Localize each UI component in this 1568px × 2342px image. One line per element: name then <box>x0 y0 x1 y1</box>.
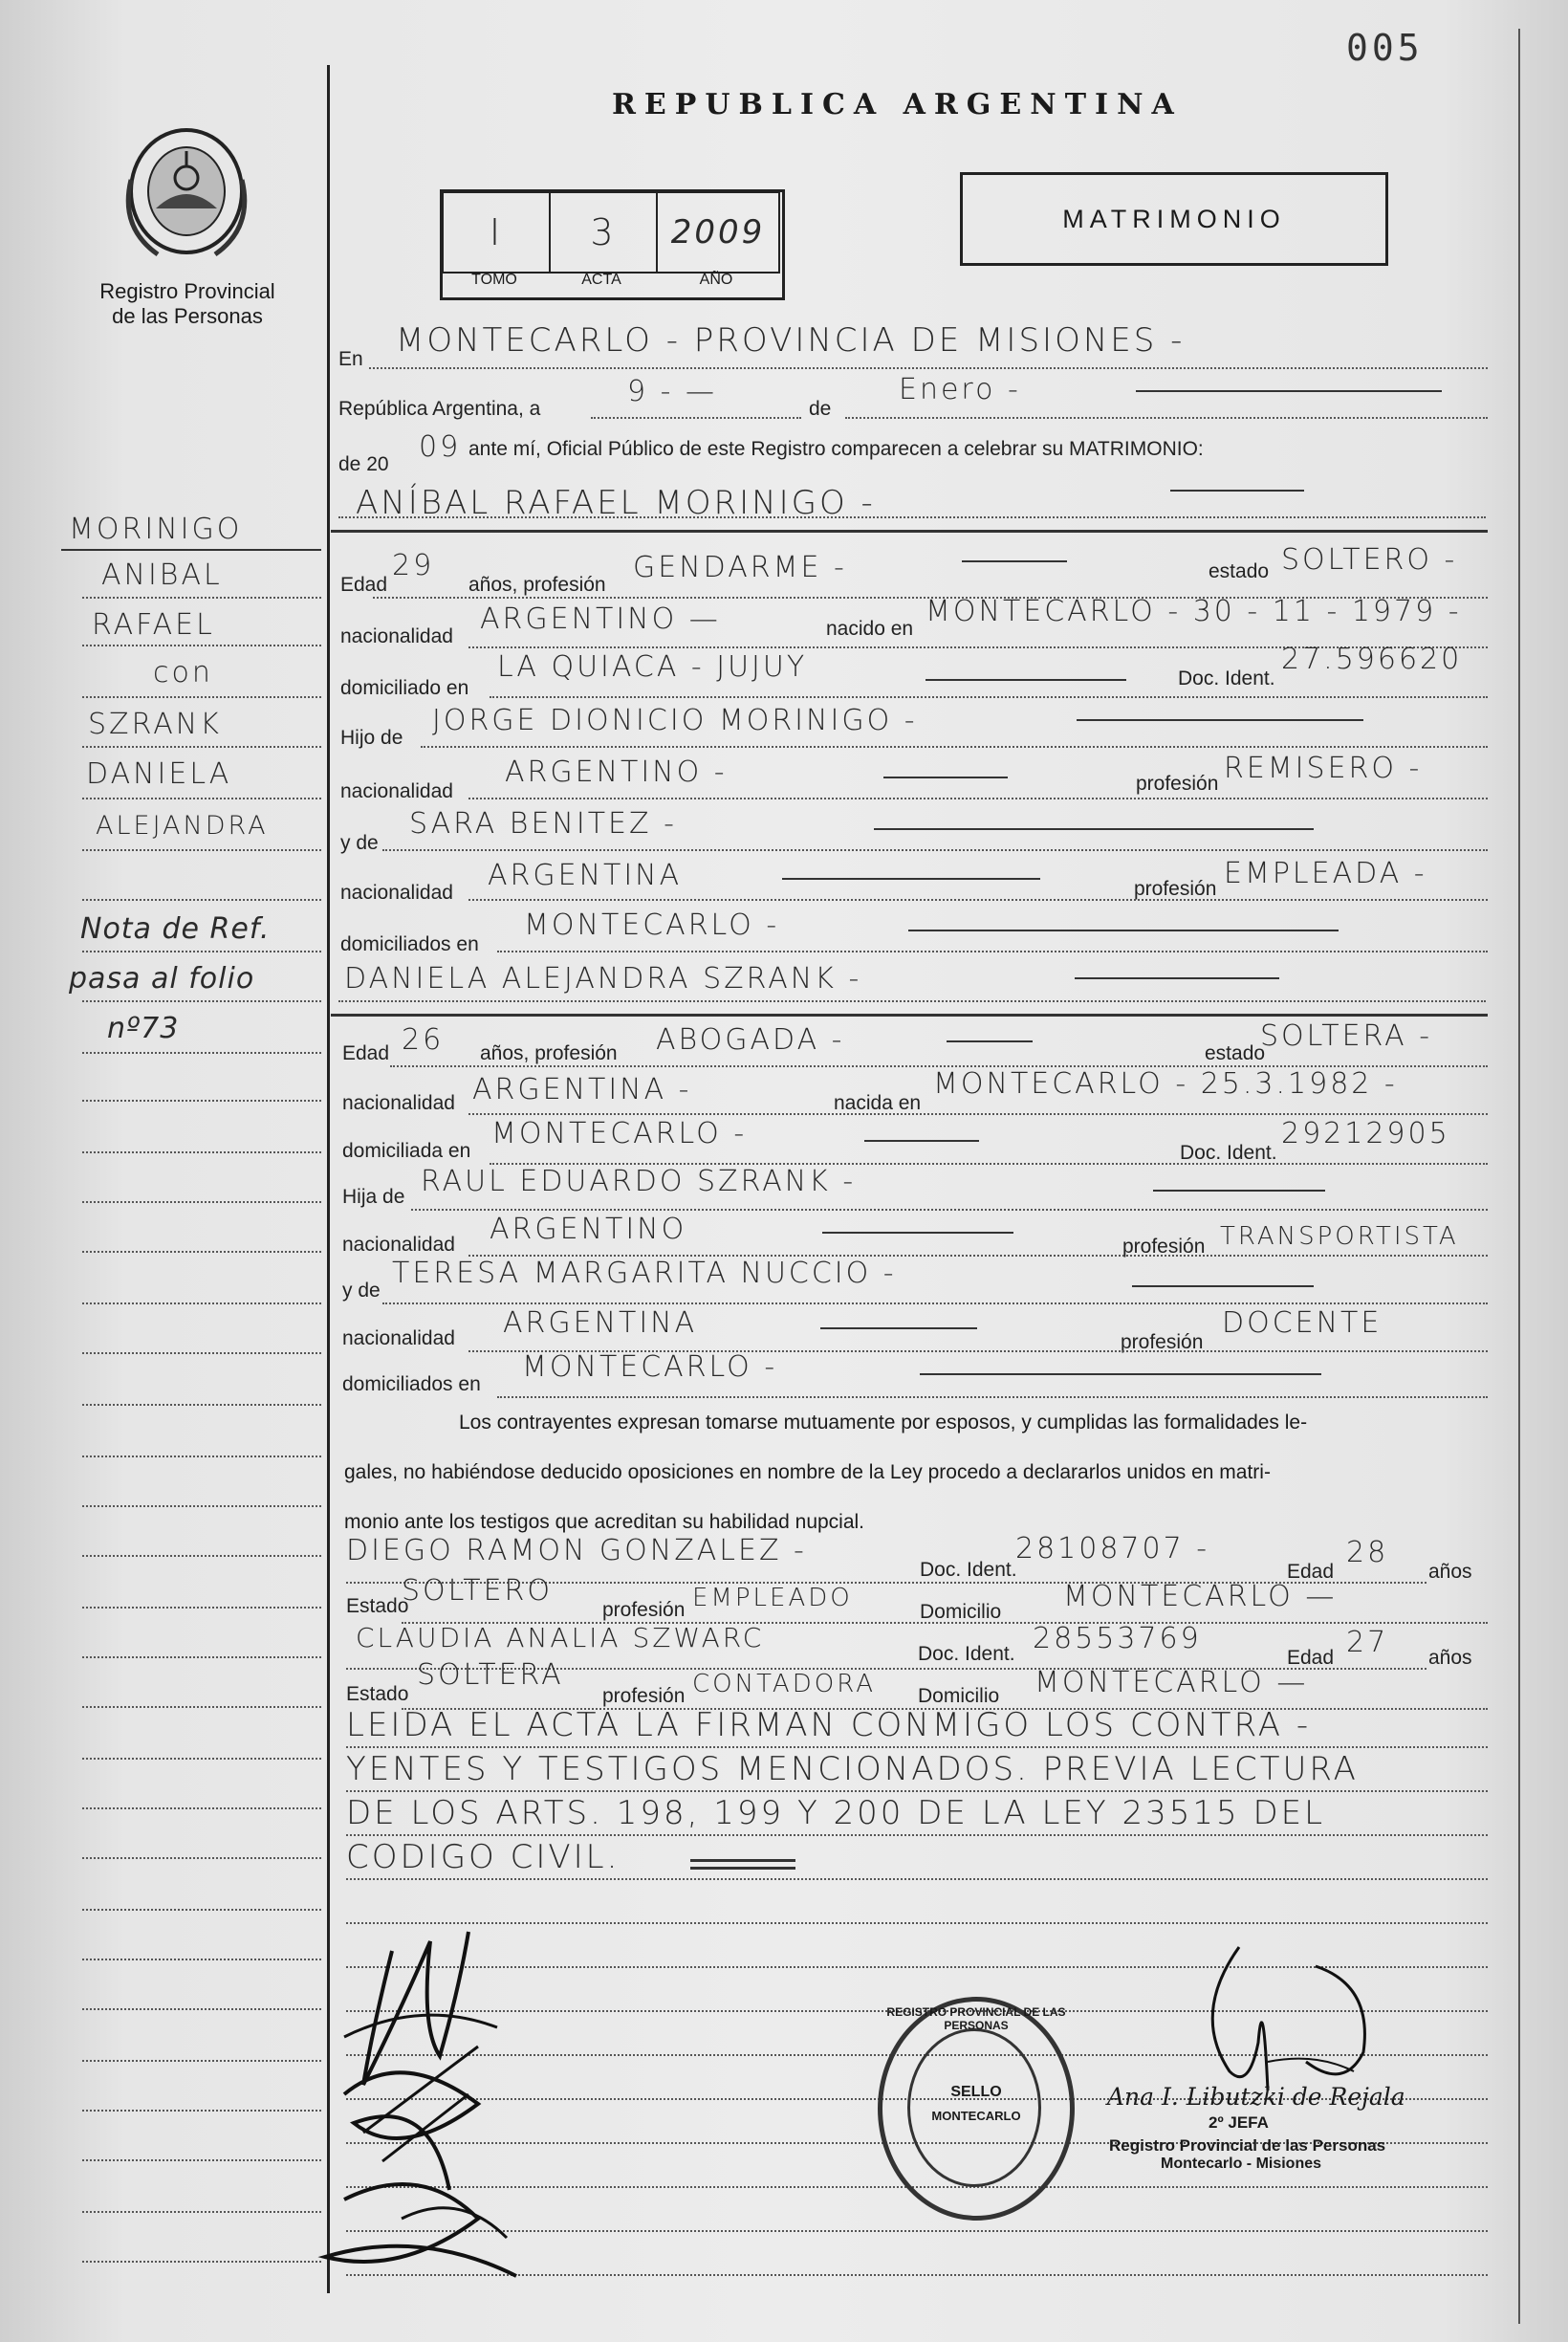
country-title: REPUBLICA ARGENTINA <box>612 88 1183 121</box>
bride-padre-nac-value: ARGENTINO <box>490 1213 687 1246</box>
bride-dom-value: MONTECARLO - <box>491 1117 748 1150</box>
margin-rule <box>82 2211 321 2213</box>
margin-name-line: DANIELA <box>86 757 232 791</box>
groom-doms-label: domiciliados en <box>340 933 479 955</box>
margin-name-line: MORINIGO <box>69 513 243 546</box>
witness2-doc-label: Doc. Ident. <box>918 1643 1015 1665</box>
groom-pnac-label: nacionalidad <box>340 780 453 802</box>
bride-estado-value: SOLTERA - <box>1260 1019 1433 1053</box>
groom-pprof-label: profesión <box>1136 773 1219 795</box>
groom-row7-line <box>468 899 1488 901</box>
witness2-edad-label: Edad <box>1287 1647 1335 1669</box>
official-office-line1: Registro Provincial de las Personas <box>1109 2136 1386 2155</box>
groom-nacido-value: MONTECARLO - 30 - 11 - 1979 - <box>926 595 1462 628</box>
margin-rule <box>82 1456 321 1457</box>
margin-rule <box>82 1100 321 1102</box>
groom-estado-value: SOLTERO - <box>1281 543 1458 577</box>
groom-padre-prof-value: REMISERO - <box>1224 752 1423 785</box>
bride-edad-label: Edad <box>342 1042 390 1064</box>
groom-padre-value: JORGE DIONICIO MORINIGO - <box>432 704 918 737</box>
groom-nacido-label: nacido en <box>826 618 914 640</box>
bride-padres-dom-value: MONTECARLO - <box>522 1350 778 1384</box>
declaration-line3: monio ante los testigos que acreditan su habilidad nupcial. <box>344 1511 865 1533</box>
tomo-cell <box>442 191 551 274</box>
margin-rule <box>82 1909 321 1911</box>
margin-rule <box>82 1706 321 1708</box>
ante-label: ante mí, Oficial Público de este Registro comparecen a celebrar su MATRIMONIO: <box>468 438 1204 460</box>
margin-rule <box>82 2261 321 2263</box>
margin-rule <box>82 1607 321 1609</box>
margin-name-underline <box>61 549 321 551</box>
declaration-line2: gales, no habiéndose deducido oposiciones en nombre de la Ley procedo a declararlos unidos en matri- <box>344 1461 1271 1483</box>
bride-padre-value: RAUL EDUARDO SZRANK - <box>421 1165 857 1198</box>
groom-madre-nac-dash <box>782 878 1040 880</box>
bride-madre-value: TERESA MARGARITA NUCCIO - <box>392 1257 897 1290</box>
bride-row6-line <box>382 1302 1488 1304</box>
witness1-prof-label: profesión <box>602 1599 686 1621</box>
margin-name-line: ANIBAL <box>101 558 223 592</box>
margin-rule <box>82 746 321 748</box>
margin-rule <box>82 2060 321 2062</box>
place-line <box>369 367 1488 369</box>
bride-profesion-label: años, profesión <box>480 1042 618 1064</box>
margin-rule <box>82 2110 321 2112</box>
bride-profesion-dash <box>947 1040 1033 1042</box>
margin-rule <box>82 1505 321 1507</box>
official-office-line2: Montecarlo - Misiones <box>1161 2156 1322 2172</box>
groom-madre-value: SARA BENITEZ - <box>409 807 677 841</box>
margin-ref-note-line2: pasa al folio <box>69 962 255 996</box>
witness2-dom-label: Domicilio <box>918 1685 1000 1707</box>
anio-label: AÑO <box>699 272 733 288</box>
margin-name-line: con <box>153 656 213 689</box>
groom-doc-value: 27.596620 <box>1281 643 1463 676</box>
official-role: 2º JEFA <box>1209 2113 1269 2132</box>
bride-doc-label: Doc. Ident. <box>1180 1142 1277 1164</box>
closing-line2-rule <box>346 1790 1488 1792</box>
bride-row2-line <box>468 1113 1488 1115</box>
bride-pnac-label: nacionalidad <box>342 1234 455 1256</box>
margin-rule <box>82 2008 321 2010</box>
bride-dom-label: domiciliada en <box>342 1140 471 1162</box>
groom-padres-dom-value: MONTECARLO - <box>524 908 780 942</box>
witness1-prof-value: EMPLEADO <box>692 1584 853 1612</box>
margin-name-line: SZRANK <box>88 708 222 741</box>
tomo-value: I <box>489 211 504 253</box>
witness1-dom-value: MONTECARLO — <box>1063 1580 1338 1613</box>
groom-padre-dash <box>1077 719 1363 721</box>
anio-value: 2009 <box>670 213 766 252</box>
groom-hijo-label: Hijo de <box>340 727 403 749</box>
closing-end-double-dash-1 <box>690 1859 795 1862</box>
bride-nac-value: ARGENTINA - <box>472 1073 692 1106</box>
margin-rule <box>82 597 321 599</box>
province-seal-icon <box>120 122 253 266</box>
year-prefix-label: de 20 <box>338 453 389 475</box>
bride-nacida-label: nacida en <box>834 1092 922 1114</box>
registry-name-line2: de las Personas <box>112 304 263 328</box>
margin-rule <box>82 1352 321 1354</box>
groom-dom-dash <box>926 679 1126 681</box>
bride-pprof-label: profesión <box>1122 1236 1206 1258</box>
bride-name-line <box>338 1000 1486 1002</box>
month-fill-dash <box>1136 390 1442 392</box>
margin-rule <box>82 2159 321 2161</box>
witness1-doc-value: 28108707 - <box>1015 1532 1210 1565</box>
act-type-box <box>960 172 1388 266</box>
groom-row3-line <box>490 696 1488 698</box>
groom-row5-line <box>468 798 1488 799</box>
margin-rule <box>82 1151 321 1153</box>
groom-row6-line <box>382 849 1488 851</box>
margin-ref-note-line3: nº73 <box>107 1012 180 1045</box>
margin-name-line: ALEJANDRA <box>96 811 269 841</box>
bride-padres-dom-dash <box>920 1373 1321 1375</box>
bride-name-dash <box>1075 977 1279 979</box>
groom-name-dash <box>1170 490 1304 492</box>
groom-yde-label: y de <box>340 832 379 854</box>
margin-rule <box>82 1656 321 1658</box>
witness2-prof-label: profesión <box>602 1685 686 1707</box>
witness2-dom-value: MONTECARLO — <box>1034 1666 1309 1699</box>
groom-estado-label: estado <box>1209 560 1270 582</box>
stamp-center-line2: MONTECARLO <box>931 2109 1021 2123</box>
bride-profesion-value: ABOGADA - <box>656 1023 845 1057</box>
groom-padre-nac-dash <box>883 777 1008 778</box>
witness1-doc-label: Doc. Ident. <box>920 1559 1017 1581</box>
groom-edad-value: 29 <box>392 549 435 582</box>
groom-padre-nac-value: ARGENTINO - <box>505 755 728 789</box>
bride-padre-dash <box>1153 1190 1325 1192</box>
bride-mnac-label: nacionalidad <box>342 1327 455 1349</box>
margin-rule <box>82 645 321 646</box>
groom-mnac-label: nacionalidad <box>340 882 453 904</box>
margin-rule <box>82 696 321 698</box>
acta-label: ACTA <box>581 272 621 288</box>
en-label: En <box>338 348 363 370</box>
bride-hija-label: Hija de <box>342 1186 405 1208</box>
witness2-edad-value: 27 <box>1346 1626 1389 1659</box>
witness2-name: CLAUDIA ANALIA SZWARC <box>356 1622 765 1653</box>
groom-dom-value: LA QUIACA - JUJUY <box>497 650 808 684</box>
margin-rule <box>82 798 321 799</box>
groom-row4-line <box>421 746 1488 748</box>
groom-edad-label: Edad <box>340 574 388 596</box>
stamp-center-line1: SELLO <box>950 2084 1002 2100</box>
bride-name: DANIELA ALEJANDRA SZRANK - <box>344 962 862 996</box>
witness1-name: DIEGO RAMON GONZALEZ - <box>346 1534 807 1567</box>
witness2-prof-value: CONTADORA <box>692 1670 877 1698</box>
margin-rule <box>82 1857 321 1859</box>
bride-estado-label: estado <box>1205 1042 1266 1064</box>
witness2-doc-value: 28553769 <box>1033 1622 1202 1655</box>
groom-nac-value: ARGENTINO — <box>480 602 721 636</box>
bride-nacida-value: MONTECARLO - 25.3.1982 - <box>933 1067 1398 1101</box>
groom-profesion-value: GENDARME - <box>633 551 847 584</box>
bride-padre-nac-dash <box>822 1232 1013 1234</box>
bride-nac-label: nacionalidad <box>342 1092 455 1114</box>
margin-rule <box>82 1201 321 1203</box>
closing-line1: LEIDA EL ACTA LA FIRMAN CONMIGO LOS CONTRA - <box>346 1706 1312 1744</box>
margin-ref-note-line1: Nota de Ref. <box>80 912 271 946</box>
bride-madre-dash <box>1132 1285 1314 1287</box>
margin-rule <box>82 1302 321 1304</box>
bride-yde-label: y de <box>342 1280 381 1302</box>
groom-nac-label: nacionalidad <box>340 625 453 647</box>
closing-line1-rule <box>346 1746 1488 1748</box>
witness1-estado-value: SOLTERO <box>402 1574 553 1608</box>
margin-rule <box>82 1758 321 1760</box>
witness1-anos-label: años <box>1428 1561 1472 1583</box>
closing-line2: YENTES Y TESTIGOS MENCIONADOS. PREVIA LECTURA <box>346 1750 1359 1788</box>
groom-row8-line <box>497 951 1488 952</box>
place-value: MONTECARLO - PROVINCIA DE MISIONES - <box>396 321 1186 360</box>
registry-name-line1: Registro Provincial <box>99 279 275 303</box>
act-type-label: MATRIMONIO <box>1062 205 1286 233</box>
bride-doc-value: 29212905 <box>1281 1117 1450 1150</box>
republica-label: República Argentina, a <box>338 398 541 420</box>
groom-padres-dom-dash <box>908 930 1339 931</box>
groom-dom-label: domiciliado en <box>340 677 469 699</box>
margin-rule <box>82 1807 321 1809</box>
witness1-edad-value: 28 <box>1346 1536 1389 1569</box>
margin-rule <box>82 849 321 851</box>
groom-doc-label: Doc. Ident. <box>1178 668 1275 689</box>
groom-name: ANÍBAL RAFAEL MORINIGO - <box>356 484 876 522</box>
margin-rule <box>82 1052 321 1054</box>
margin-rule <box>82 1959 321 1960</box>
bride-mprof-label: profesión <box>1121 1331 1204 1353</box>
right-border <box>1518 29 1520 2324</box>
groom-profesion-dash <box>962 560 1067 562</box>
witness1-dom-label: Domicilio <box>920 1601 1002 1623</box>
closing-line4: CODIGO CIVIL. <box>346 1838 621 1876</box>
witness2-estado-value: SOLTERA <box>417 1658 564 1692</box>
margin-name-line: RAFAEL <box>92 608 215 642</box>
folio-number: 005 <box>1346 27 1424 69</box>
bride-edad-value: 26 <box>402 1023 445 1057</box>
groom-name-line <box>338 516 1486 518</box>
closing-line3-rule <box>346 1834 1488 1836</box>
declaration-line1: Los contrayentes expresan tomarse mutuamente por esposos, y cumplidas las formalidades le- <box>459 1412 1308 1434</box>
tomo-label: TOMO <box>471 272 517 288</box>
month-value: Enero - <box>899 373 1021 406</box>
margin-rule <box>82 951 321 952</box>
day-value: 9 - — <box>627 375 717 408</box>
stamp-ring-text: REGISTRO PROVINCIAL DE LAS PERSONAS <box>886 2005 1066 2032</box>
acta-value: 3 <box>590 211 617 253</box>
bride-madre-nac-dash <box>820 1327 977 1329</box>
groom-section-divider <box>331 530 1488 533</box>
groom-madre-dash <box>874 828 1314 830</box>
margin-rule <box>82 1251 321 1253</box>
contracting-parties-signatures-icon <box>287 1874 555 2295</box>
bride-row4-line <box>411 1209 1488 1211</box>
groom-madre-prof-value: EMPLEADA - <box>1224 857 1427 890</box>
groom-mprof-label: profesión <box>1134 878 1217 900</box>
month-de-label: de <box>809 398 832 420</box>
bride-row8-line <box>497 1396 1488 1398</box>
month-line <box>845 417 1488 419</box>
witness1-estado-label: Estado <box>346 1595 409 1617</box>
bride-section-divider <box>331 1014 1488 1017</box>
bride-doms-label: domiciliados en <box>342 1373 481 1395</box>
margin-rule <box>82 1404 321 1406</box>
anio-cell <box>656 191 780 274</box>
closing-end-double-dash-2 <box>690 1867 795 1870</box>
bride-padre-prof-value: TRANSPORTISTA <box>1220 1222 1459 1251</box>
year-suffix-value: 09 <box>419 430 462 464</box>
official-stamp <box>878 1997 1075 2221</box>
witness2-anos-label: años <box>1428 1647 1472 1669</box>
groom-profesion-label: años, profesión <box>468 574 606 596</box>
witness2-estado-label: Estado <box>346 1683 409 1705</box>
official-name: Ana I. Libutzki de Rejala <box>1107 2083 1405 2111</box>
bride-madre-nac-value: ARGENTINA <box>503 1306 698 1340</box>
bride-madre-prof-value: DOCENTE <box>1222 1306 1383 1340</box>
margin-rule <box>82 1000 321 1002</box>
bride-dom-dash <box>864 1140 979 1142</box>
margin-rule <box>82 1555 321 1557</box>
acta-cell <box>549 191 658 274</box>
margin-rule <box>82 899 321 901</box>
groom-madre-nac-value: ARGENTINA <box>488 859 683 892</box>
closing-line3: DE LOS ARTS. 198, 199 Y 200 DE LA LEY 23515 DEL <box>346 1794 1326 1832</box>
stamp-inner-ring <box>907 2028 1041 2187</box>
witness1-edad-label: Edad <box>1287 1561 1335 1583</box>
day-line <box>591 417 801 419</box>
